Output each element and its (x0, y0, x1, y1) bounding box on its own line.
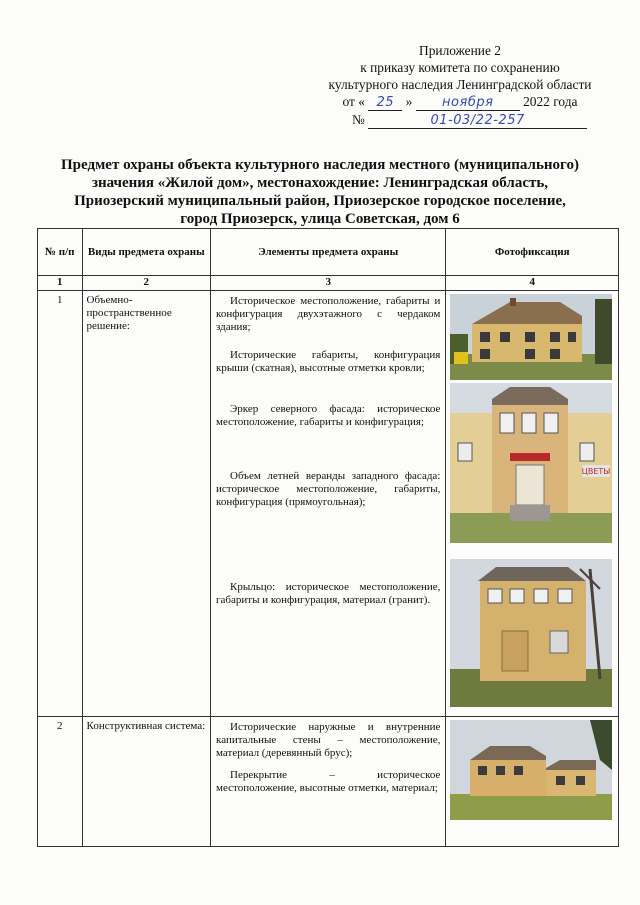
table-row (38, 717, 619, 847)
row-kind: Объемно-пространственное решение: (82, 291, 211, 717)
row-kind: Конструктивная система: (82, 717, 211, 847)
row-index: 2 (38, 717, 83, 847)
column-number: 3 (211, 276, 446, 291)
column-number-row (38, 276, 619, 291)
appendix-title: Приложение 2 (419, 43, 501, 58)
header-kind: Виды предмета охраны (82, 229, 211, 276)
photo-sign-text: ЦВЕТЫ (582, 467, 611, 476)
element-text: Перекрытие – историческое местоположение, высотные отметки, материал; (216, 769, 441, 794)
title-line: значения «Жилой дом», местонахождение: Ленинградская область, (91, 175, 549, 191)
photo-structural-view (450, 720, 612, 820)
row-photos (446, 717, 619, 847)
appendix-order-ref: к приказу комитета по сохранению (360, 60, 560, 75)
header-photo: Фотофиксация (446, 229, 619, 276)
handwritten-number: 01-03/22-257 (368, 114, 587, 129)
element-text: Исторические габариты, конфигурация крыши (скатная), высотные отметки кровли; (216, 349, 441, 374)
appendix-number (300, 111, 620, 129)
row-elements (211, 717, 446, 847)
title-line: город Приозерск, улица Советская, дом 6 (180, 211, 460, 227)
row-index: 1 (38, 291, 83, 717)
table-row (38, 291, 619, 717)
table-header-row (38, 229, 619, 276)
appendix-committee: культурного наследия Ленинградской области (328, 77, 592, 92)
element-text: Историческое местоположение, габариты и конфигурация двухэтажного с чердаком здания; (216, 295, 441, 333)
handwritten-month: ноября (416, 96, 520, 111)
date-close-quote: » (405, 94, 413, 109)
row-elements (211, 291, 446, 717)
element-text: Крыльцо: историческое местоположение, габариты и конфигурация, материал (гранит). (216, 581, 441, 606)
photo-building-overview (450, 294, 612, 380)
element-text: Объем летней веранды западного фасада: историческое местоположение, габариты, конфигурация (прямоугольная); (216, 470, 441, 508)
column-number: 1 (38, 276, 83, 291)
row-photos (446, 291, 619, 717)
appendix-header (300, 42, 620, 129)
date-open-quote: от « (342, 94, 365, 109)
title-line: Приозерский муниципальный район, Приозерское городское поселение, (74, 193, 566, 209)
column-number: 4 (446, 276, 619, 291)
element-text: Эркер северного фасада: историческое местоположение, габариты и конфигурация; (216, 403, 441, 428)
photo-west-veranda (450, 559, 612, 707)
date-year: 2022 года (523, 94, 578, 109)
photo-north-bay-window (450, 383, 612, 543)
protection-table (37, 228, 619, 847)
title-line: Предмет охраны объекта культурного наследия местного (муниципального) (61, 157, 579, 173)
element-text: Исторические наружные и внутренние капитальные стены – местоположение, материал (деревянный брус); (216, 721, 441, 759)
handwritten-day: 25 (368, 96, 402, 111)
header-number: № п/п (38, 229, 83, 276)
header-elements: Элементы предмета охраны (211, 229, 446, 276)
number-sign: № (352, 112, 365, 127)
appendix-date (300, 93, 620, 111)
document-title (40, 156, 600, 228)
column-number: 2 (82, 276, 211, 291)
